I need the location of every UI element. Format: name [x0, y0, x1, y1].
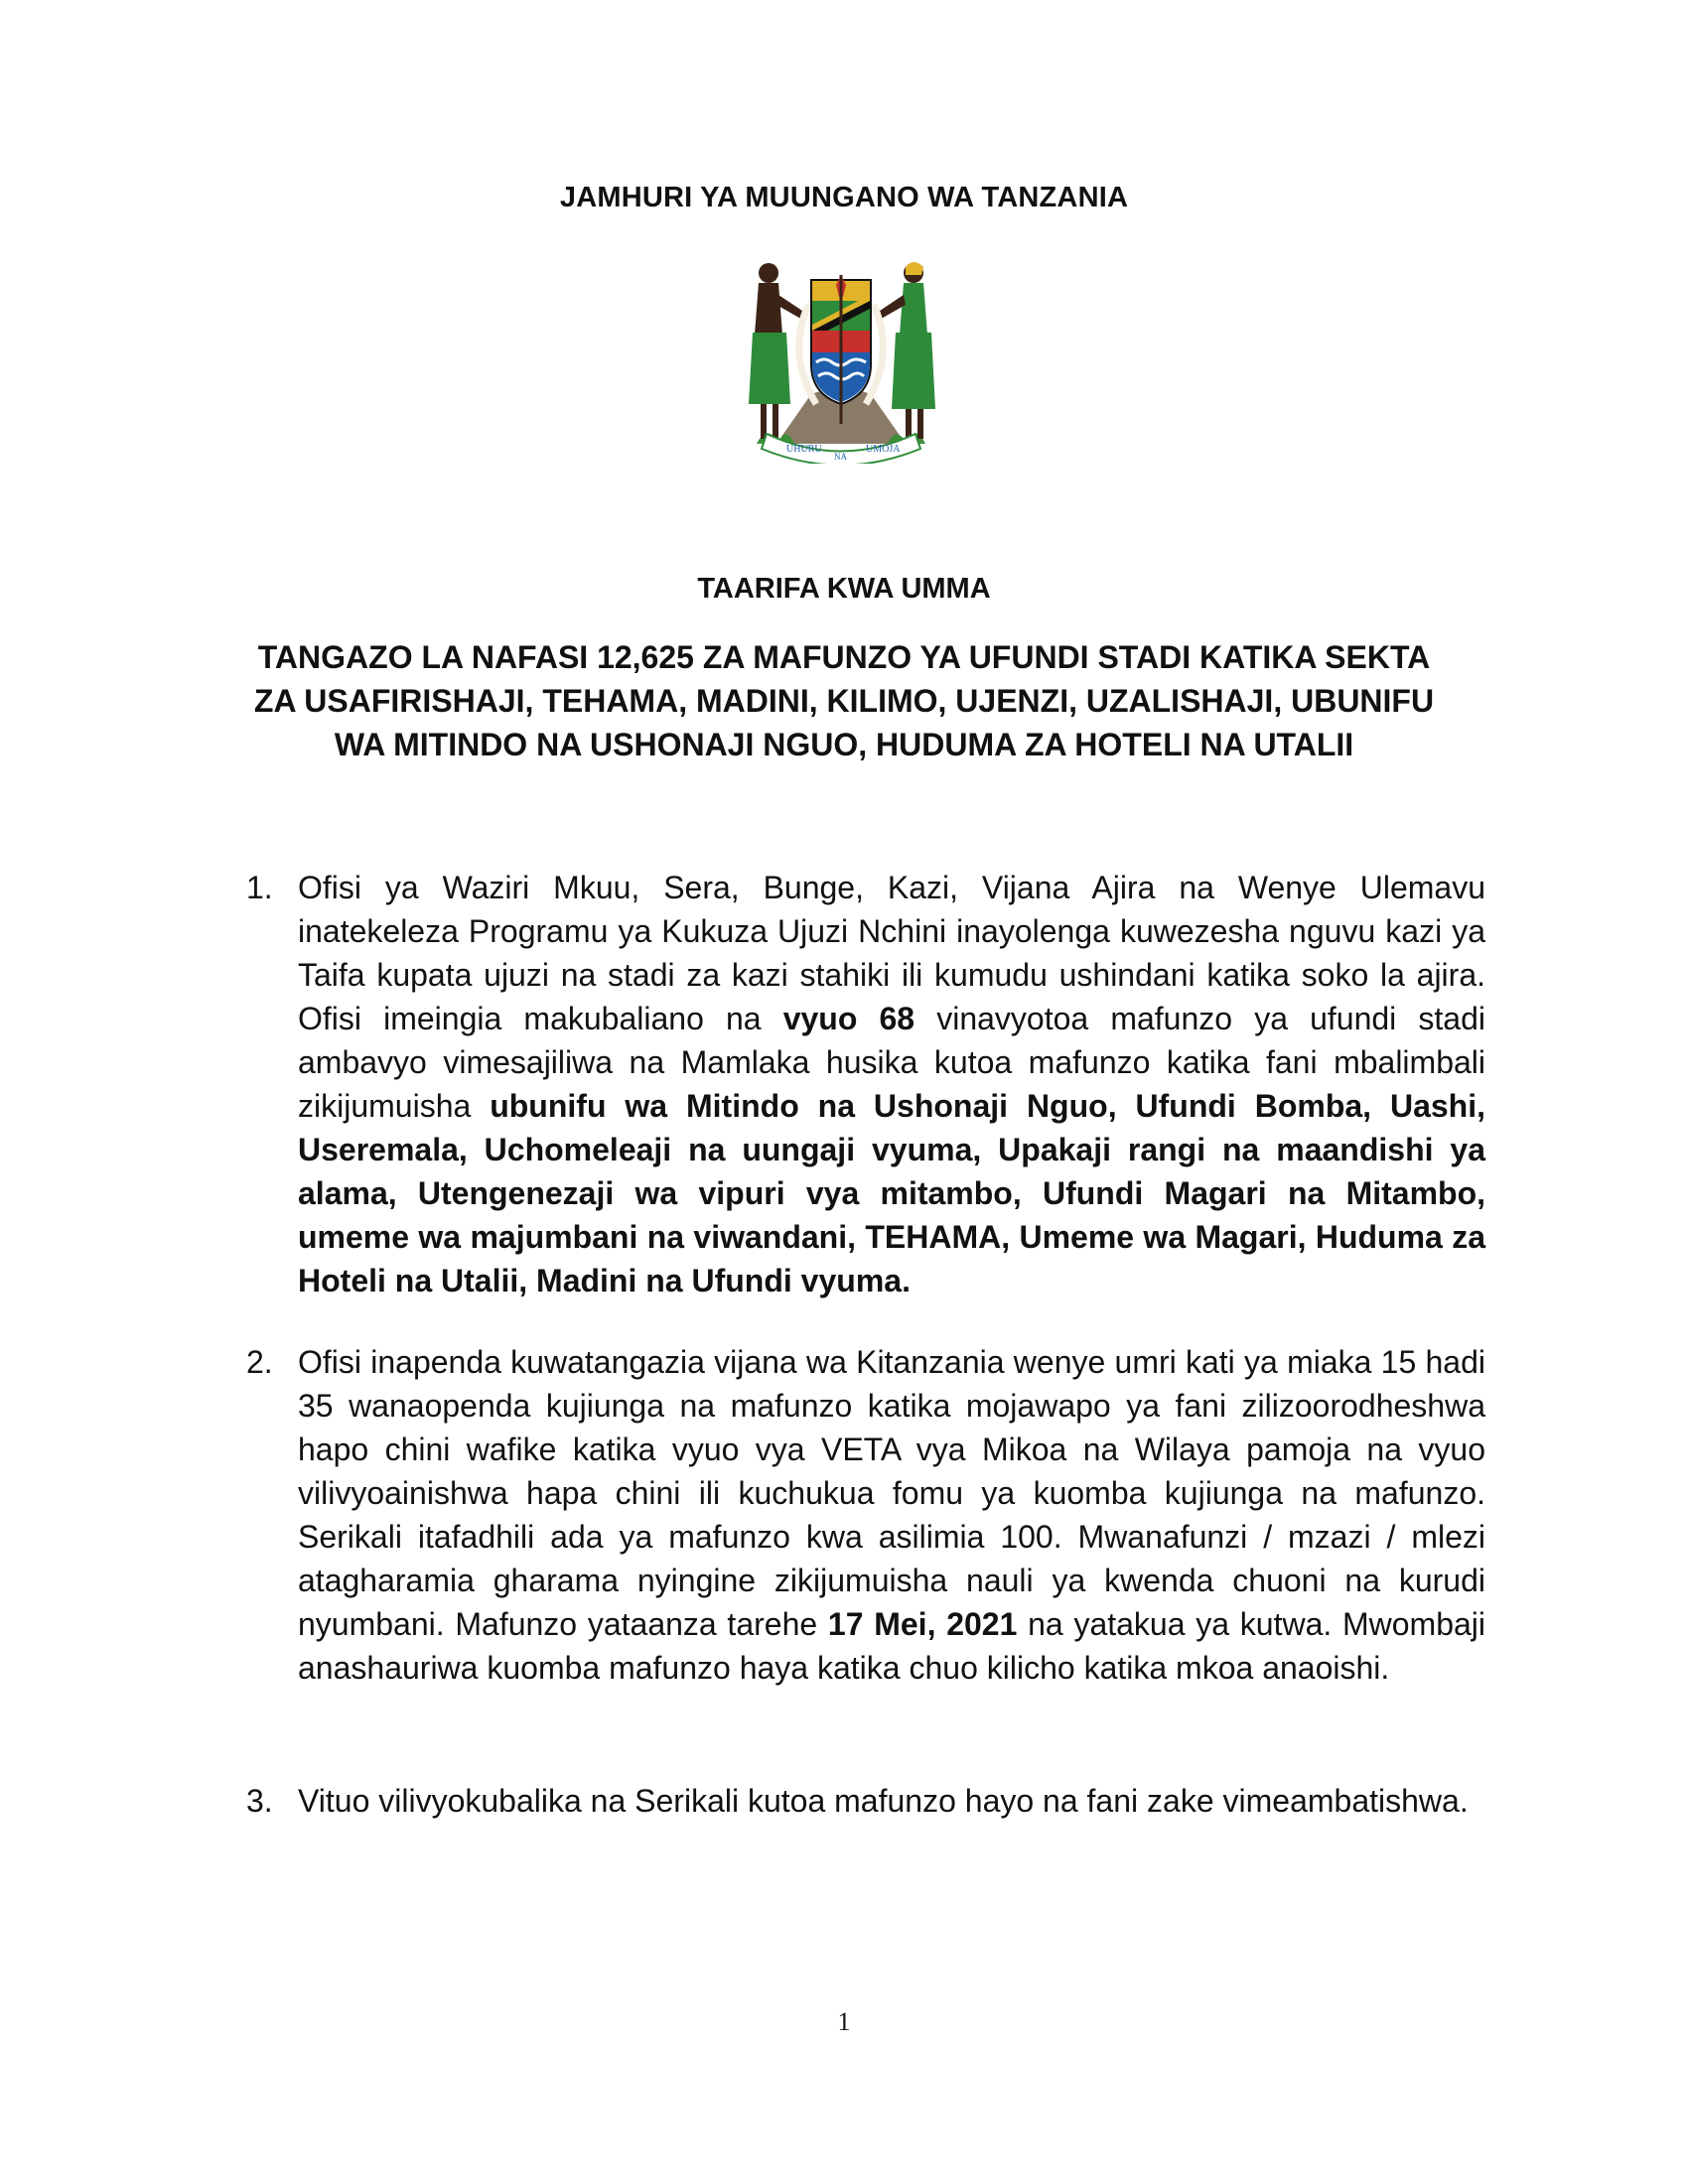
paragraph-text: Vituo vilivyokubalika na Serikali kutoa mafunzo hayo na fani zake vimeambatishwa.	[298, 1783, 1469, 1819]
paragraph-text: Ofisi inapenda kuwatangazia vijana wa Kitanzania wenye umri kati ya miaka 15 hadi 35 wanaopenda kujiunga na mafunzo katika mojawapo ya fani zilizoorodheshwa hapo chini wafike katika vyuo vya VETA vya Mikoa na Wilaya pamoja na vyuo vilivyoainishwa hapa chini ili kuchukua fomu ya kuomba kujiunga na mafunzo. Serikali itafadhili ada ya mafunzo kwa asilimia 100. Mwanafunzi / mzazi / mlezi atagharamia gharama nyingine zikijumuisha nauli ya kwenda chuoni na kurudi nyumbani. Mafunzo yataanza tarehe	[298, 1344, 1485, 1642]
paragraph-1	[246, 866, 1486, 1302]
paragraph-bold: ubunifu wa Mitindo na Ushonaji Nguo, Ufundi Bomba, Uashi, Useremala, Uchomeleaji na uungaji vyuma, Upakaji rangi na maandishi ya alama, Utengenezaji wa vipuri vya mitambo, Ufundi Magari na Mitambo, umeme wa majumbani na viwandani, TEHAMA, Umeme wa Magari, Huduma za Hoteli na Utalii, Madini na Ufundi vyuma.	[298, 1088, 1486, 1298]
country-header: JAMHURI YA MUUNGANO WA TANZANIA	[559, 182, 1129, 213]
paragraph-bold: 17 Mei, 2021	[827, 1606, 1018, 1642]
paragraph-2	[246, 1340, 1486, 1690]
paragraph-number: 1.	[246, 870, 273, 905]
motto-center: NA	[834, 452, 847, 462]
headline-line: TANGAZO LA NAFASI 12,625 ZA MAFUNZO YA UFUNDI STADI KATIKA SEKTA	[257, 639, 1431, 675]
paragraph-text: na yatakua ya kutwa. Mwombaji anashauriwa kuomba mafunzo haya katika chuo kilicho katika mkoa anaoishi.	[298, 1606, 1486, 1686]
motto-right: UMOJA	[866, 444, 901, 455]
paragraph-text: vinavyotoa mafunzo ya ufundi stadi ambavyo vimesajiliwa na Mamlaka husika kutoa mafunzo katika fani mbalimbali zikijumuisha	[298, 1001, 1486, 1124]
paragraph-text: Ofisi ya Waziri Mkuu, Sera, Bunge, Kazi, Vijana Ajira na Wenye Ulemavu inatekeleza Programu ya Kukuza Ujuzi Nchini inayolenga kuwezesha nguvu kazi ya Taifa kupata ujuzi na stadi za kazi stahiki ili kumudu ushindani katika soko la ajira. Ofisi imeingia makubaliano na	[298, 870, 1485, 1036]
paragraph-number: 3.	[246, 1783, 273, 1819]
headline	[199, 635, 1489, 766]
headline-line: ZA USAFIRISHAJI, TEHAMA, MADINI, KILIMO, UJENZI, UZALISHAJI, UBUNIFU	[253, 683, 1435, 719]
coat-of-arms-emblem	[717, 245, 965, 464]
headline-line: WA MITINDO NA USHONAJI NGUO, HUDUMA ZA HOTELI NA UTALII	[334, 727, 1354, 762]
paragraph-number: 2.	[246, 1344, 273, 1380]
motto-left: UHURU	[786, 444, 822, 455]
paragraph-bold: vyuo 68	[782, 1001, 915, 1036]
page-number: 1	[837, 2007, 851, 2036]
paragraph-3	[246, 1779, 1485, 1823]
notice-title: TAARIFA KWA UMMA	[697, 573, 991, 605]
